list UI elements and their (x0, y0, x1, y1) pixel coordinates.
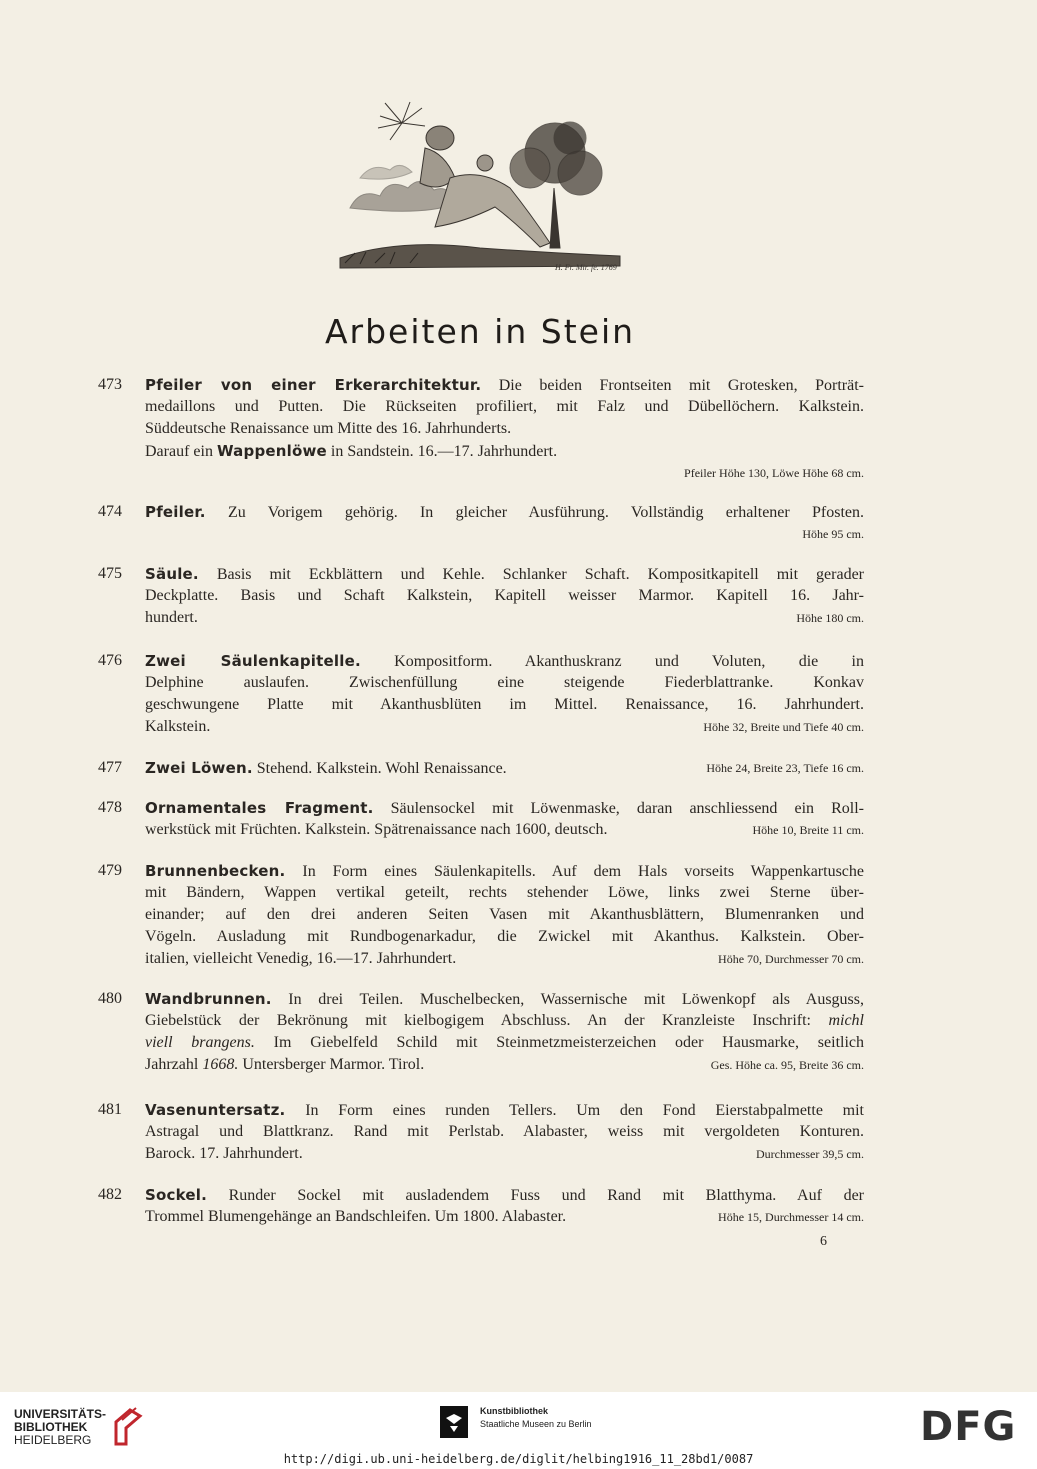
entry-heading: Zwei Löwen. (145, 759, 253, 777)
entry-line (145, 882, 864, 904)
entry-line (145, 757, 864, 779)
ub-line1: UNIVERSITÄTS- (14, 1407, 107, 1421)
entry-line (145, 694, 864, 716)
entry-text: Basis mit Eckblättern und Kehle. Schlanker Schaft. Kompositkapitell mit gerader (198, 566, 864, 583)
entry-number: 477 (98, 759, 122, 776)
sun-rays (378, 102, 425, 140)
entry-text: geschwungene Platte mit Akanthusblüten im Mittel. Renaissance, 16. Jahrhundert. (145, 696, 864, 713)
entry-measurement: Höhe 95 cm. (802, 527, 864, 541)
entry-line (145, 1206, 864, 1228)
entry-text: mit Bändern, Wappen vertikal geteilt, rechts stehender Löwe, links zwei Sterne über- (145, 884, 864, 901)
entry-line (145, 926, 864, 948)
entry-text: Stehend. Kalkstein. Wohl Renaissance. (252, 760, 507, 777)
entry-text: Kompositform. Akanthuskranz und Voluten, die in (360, 653, 864, 670)
ub-line3: HEIDELBERG (14, 1433, 92, 1447)
entry-line (145, 904, 864, 926)
entry-heading: Brunnenbecken. (145, 862, 286, 880)
entry-number: 479 (98, 862, 122, 879)
entry-line (145, 988, 864, 1010)
entry-number: 478 (98, 799, 122, 816)
source-url[interactable]: http://digi.ub.uni-heidelberg.de/diglit/helbing1916_11_28bd1/0087 (283, 1452, 754, 1466)
entry-measurement: Durchmesser 39,5 cm. (756, 1147, 864, 1161)
ub-line2: BIBLIOTHEK (14, 1420, 88, 1434)
entry-text: 1668. (202, 1056, 239, 1073)
ub-mark-icon (106, 1406, 148, 1448)
entry-number: 475 (98, 565, 122, 582)
entry-line (145, 501, 864, 523)
entry-line (145, 948, 864, 970)
entry-text: italien, vielleicht Venedig, 16.—17. Jahrhundert. (145, 950, 457, 967)
entry-measurement: Höhe 32, Breite und Tiefe 40 cm. (703, 720, 864, 734)
entry-text: einander; auf den drei anderen Seiten Vasen mit Akanthusblättern, Blumenranken und (145, 906, 864, 923)
vignette-engraving (330, 98, 630, 278)
entry-line (145, 563, 864, 585)
entry-text: in Sandstein. 16.—17. Jahrhundert. (326, 443, 558, 460)
entry-heading: Ornamentales Fragment. (145, 799, 374, 817)
entry-heading: Pfeiler von einer Erkerarchitektur. (145, 376, 482, 394)
entry-line (145, 585, 864, 607)
ub-heidelberg-logo[interactable] (14, 1406, 159, 1451)
entry-line (145, 1184, 864, 1206)
entry-line (145, 396, 864, 418)
entry-text: Jahrzahl (145, 1056, 203, 1073)
entry-text: Trommel Blumengehänge an Bandschleifen. Um 1800. Alabaster. (145, 1208, 567, 1225)
entry-text: Süddeutsche Renaissance um Mitte des 16. Jahrhunderts. (145, 420, 512, 437)
entry-text: michl (828, 1012, 864, 1029)
entry-line (145, 650, 864, 672)
entry-line (145, 797, 864, 819)
entry-measurement: Höhe 180 cm. (796, 611, 864, 625)
entry-text: Zu Vorigem gehörig. In gleicher Ausführung. Vollständig erhaltener Pfosten. (205, 504, 864, 521)
entry-text: Die beiden Frontseiten mit Grotesken, Porträt- (481, 377, 864, 394)
entry-text: In drei Teilen. Muschelbecken, Wassernische mit Löwenkopf als Ausguss, (271, 991, 864, 1008)
entry-text: Astragal und Blattkranz. Rand mit Perlstab. Alabaster, weiss mit vergoldeten Konturen. (145, 1123, 864, 1140)
entry-line (145, 860, 864, 882)
kb-line1: Kunstbibliothek (480, 1406, 548, 1416)
entry-text: Delphine auslaufen. Zwischenfüllung eine steigende Fiederblattranke. Konkav (145, 674, 864, 691)
entry-line (145, 1054, 864, 1076)
entry-heading: Säule. (145, 565, 199, 583)
entry-heading: Wandbrunnen. (145, 990, 272, 1008)
kunstbibliothek-icon (440, 1406, 468, 1438)
entry-text: werkstück mit Früchten. Kalkstein. Spätrenaissance nach 1600, deutsch. (145, 821, 608, 838)
entry-heading: Sockel. (145, 1186, 207, 1204)
entry-text: viell brangens. (145, 1034, 255, 1051)
entry-number: 476 (98, 652, 122, 669)
dfg-logo[interactable]: DFG (920, 1404, 1017, 1450)
entry-measurement: Pfeiler Höhe 130, Löwe Höhe 68 cm. (684, 466, 864, 480)
entry-line (145, 1010, 864, 1032)
entry-line (145, 1143, 864, 1165)
entry-text: Runder Sockel mit ausladendem Fuss und Rand mit Blatthyma. Auf der (207, 1187, 864, 1204)
entry-line (145, 1099, 864, 1121)
entry-line (145, 418, 864, 440)
entry-text: Darauf ein (145, 443, 217, 460)
entry-text: Untersberger Marmor. Tirol. (238, 1056, 425, 1073)
entry-line (145, 1121, 864, 1143)
entry-line (145, 1032, 864, 1054)
entry-line (145, 672, 864, 694)
entry-measurement: Ges. Höhe ca. 95, Breite 36 cm. (710, 1058, 864, 1072)
entry-line (145, 716, 864, 738)
entry-measurement: Höhe 24, Breite 23, Tiefe 16 cm. (706, 761, 864, 775)
entry-text: Kalkstein. (145, 718, 211, 735)
entry-text: Deckplatte. Basis und Schaft Kalkstein, Kapitell weisser Marmor. Kapitell 16. Jahr- (145, 587, 864, 604)
entry-heading: Zwei Säulenkapitelle. (145, 652, 361, 670)
entry-heading: Pfeiler. (145, 503, 206, 521)
entry-number: 474 (98, 503, 122, 520)
entry-measurement: Höhe 15, Durchmesser 14 cm. (718, 1210, 864, 1224)
entry-line (145, 374, 864, 396)
entry-heading: Vasenuntersatz. (145, 1101, 286, 1119)
entry-number: 482 (98, 1186, 122, 1203)
page-number: 6 (820, 1234, 827, 1249)
page-title: Arbeiten in Stein (324, 312, 636, 351)
footer (0, 1392, 1037, 1469)
entry-number: 480 (98, 990, 122, 1007)
entry-text: Barock. 17. Jahrhundert. (145, 1145, 303, 1162)
entry-line (145, 440, 864, 462)
entry-text: Im Giebelfeld Schild mit Steinmetzmeisterzeichen oder Hausmarke, seitlich (254, 1034, 865, 1051)
entry-line (145, 607, 864, 629)
entry-measurement: Höhe 10, Breite 11 cm. (752, 823, 864, 837)
entry-text: Giebelstück der Bekrönung mit kielbogigem Abschluss. An der Kranzleiste Inschrift: (145, 1012, 829, 1029)
entry-number: 481 (98, 1101, 122, 1118)
kb-line2: Staatliche Museen zu Berlin (480, 1419, 592, 1429)
vignette-signature: H. Fr. Mir. fe. 1769 (555, 263, 617, 272)
entry-text: medaillons und Putten. Die Rückseiten profiliert, mit Falz und Dübellöchern. Kalkstein. (145, 398, 864, 415)
entry-text: Säulensockel mit Löwenmaske, daran anschliessend ein Roll- (373, 800, 864, 817)
entry-text: hundert. (145, 609, 198, 626)
entry-text: In Form eines runden Tellers. Um den Fond Eierstabpalmette mit (285, 1102, 864, 1119)
entry-number: 473 (98, 376, 122, 393)
entry-heading: Wappenlöwe (216, 442, 327, 460)
entry-text: Vögeln. Ausladung mit Rundbogenarkadur, die Zwickel mit Akanthus. Kalkstein. Ober- (145, 928, 864, 945)
entry-measurement: Höhe 70, Durchmesser 70 cm. (718, 952, 864, 966)
entry-line (145, 819, 864, 841)
entry-text: In Form eines Säulenkapitells. Auf dem Hals vorseits Wappenkartusche (285, 863, 864, 880)
